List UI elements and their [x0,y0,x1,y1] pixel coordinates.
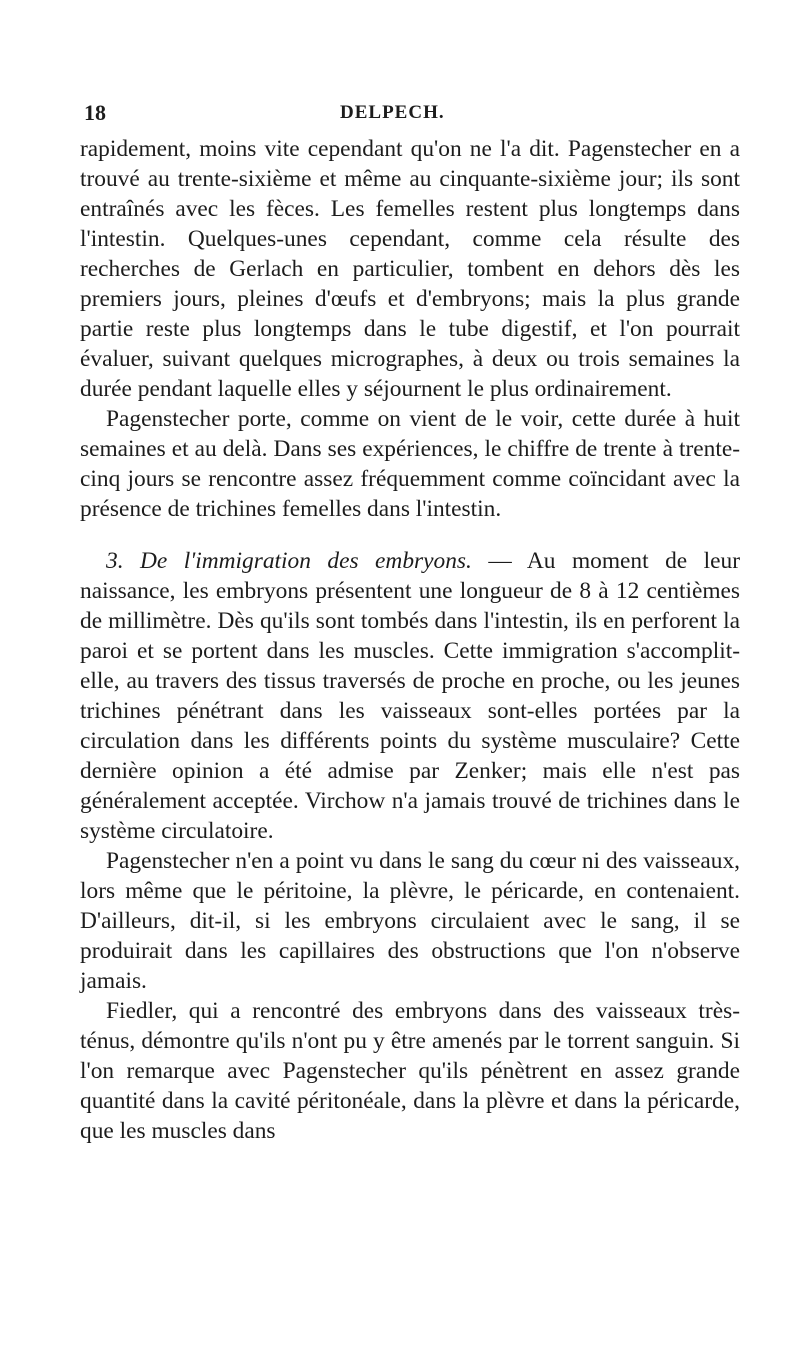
paragraph: Pagenstecher porte, comme on vient de le voir, cette durée à huit semaines et au delà. Dans ses expériences, le chiffre de trente à trente-cinq jours se rencontre assez fréquemment comme coïncidant avec la présence de trichines femelles dans l'intestin. [80,406,740,522]
page-number: 18 [84,100,106,125]
section-text: — Au moment de leur naissance, les embryons présentent une longueur de 8 à 12 centièmes de millimètre. Dès qu'ils sont tombés dans l'intestin, ils en perforent la paroi et se portent dans les muscles. Cette immigration s'accomplit-elle, au travers des tissus traversés de proche en proche, ou les jeunes trichines pénétrant dans les vaisseaux sont-elles portées par la circulation dans les différents points du système musculaire? Cette dernière opinion a été admise par Zenker; mais elle n'est pas généralement acceptée. Virchow n'a jamais trouvé de trichines dans le système circulatoire. [80,548,740,844]
page-header [80,100,740,130]
body-text [80,134,740,1146]
section-paragraph [80,546,740,846]
section-heading: 3. De l'immigration des embryons. [106,548,472,574]
paragraph: Pagenstecher n'en a point vu dans le sang du cœur ni des vaisseaux, lors même que le péritoine, la plèvre, le péricarde, en contenaient. D'ailleurs, dit-il, si les embryons circulaient avec le sang, il se produirait dans les capillaires des obstructions que l'on n'observe jamais. [80,848,740,994]
running-head: DELPECH. [340,102,445,123]
paragraph-continuation: rapidement, moins vite cependant qu'on ne l'a dit. Pagenstecher en a trouvé au trente-sixième et même au cinquante-sixième jour; ils sont entraînés avec les fèces. Les femelles restent plus longtemps dans l'intestin. Quelques-unes cependant, comme cela résulte des recherches de Gerlach en particulier, tombent en dehors dès les premiers jours, pleines d'œufs et d'embryons; mais la plus grande partie reste plus longtemps dans le tube digestif, et l'on pourrait évaluer, suivant quelques micrographes, à deux ou trois semaines la durée pendant laquelle elles y séjournent le plus ordinairement. [80,136,740,402]
paragraph: Fiedler, qui a rencontré des embryons dans des vaisseaux très-ténus, démontre qu'ils n'ont pu y être amenés par le torrent sanguin. Si l'on remarque avec Pagenstecher qu'ils pénètrent en assez grande quantité dans la cavité péritonéale, dans la plèvre et dans la péricarde, que les muscles dans [80,998,740,1144]
